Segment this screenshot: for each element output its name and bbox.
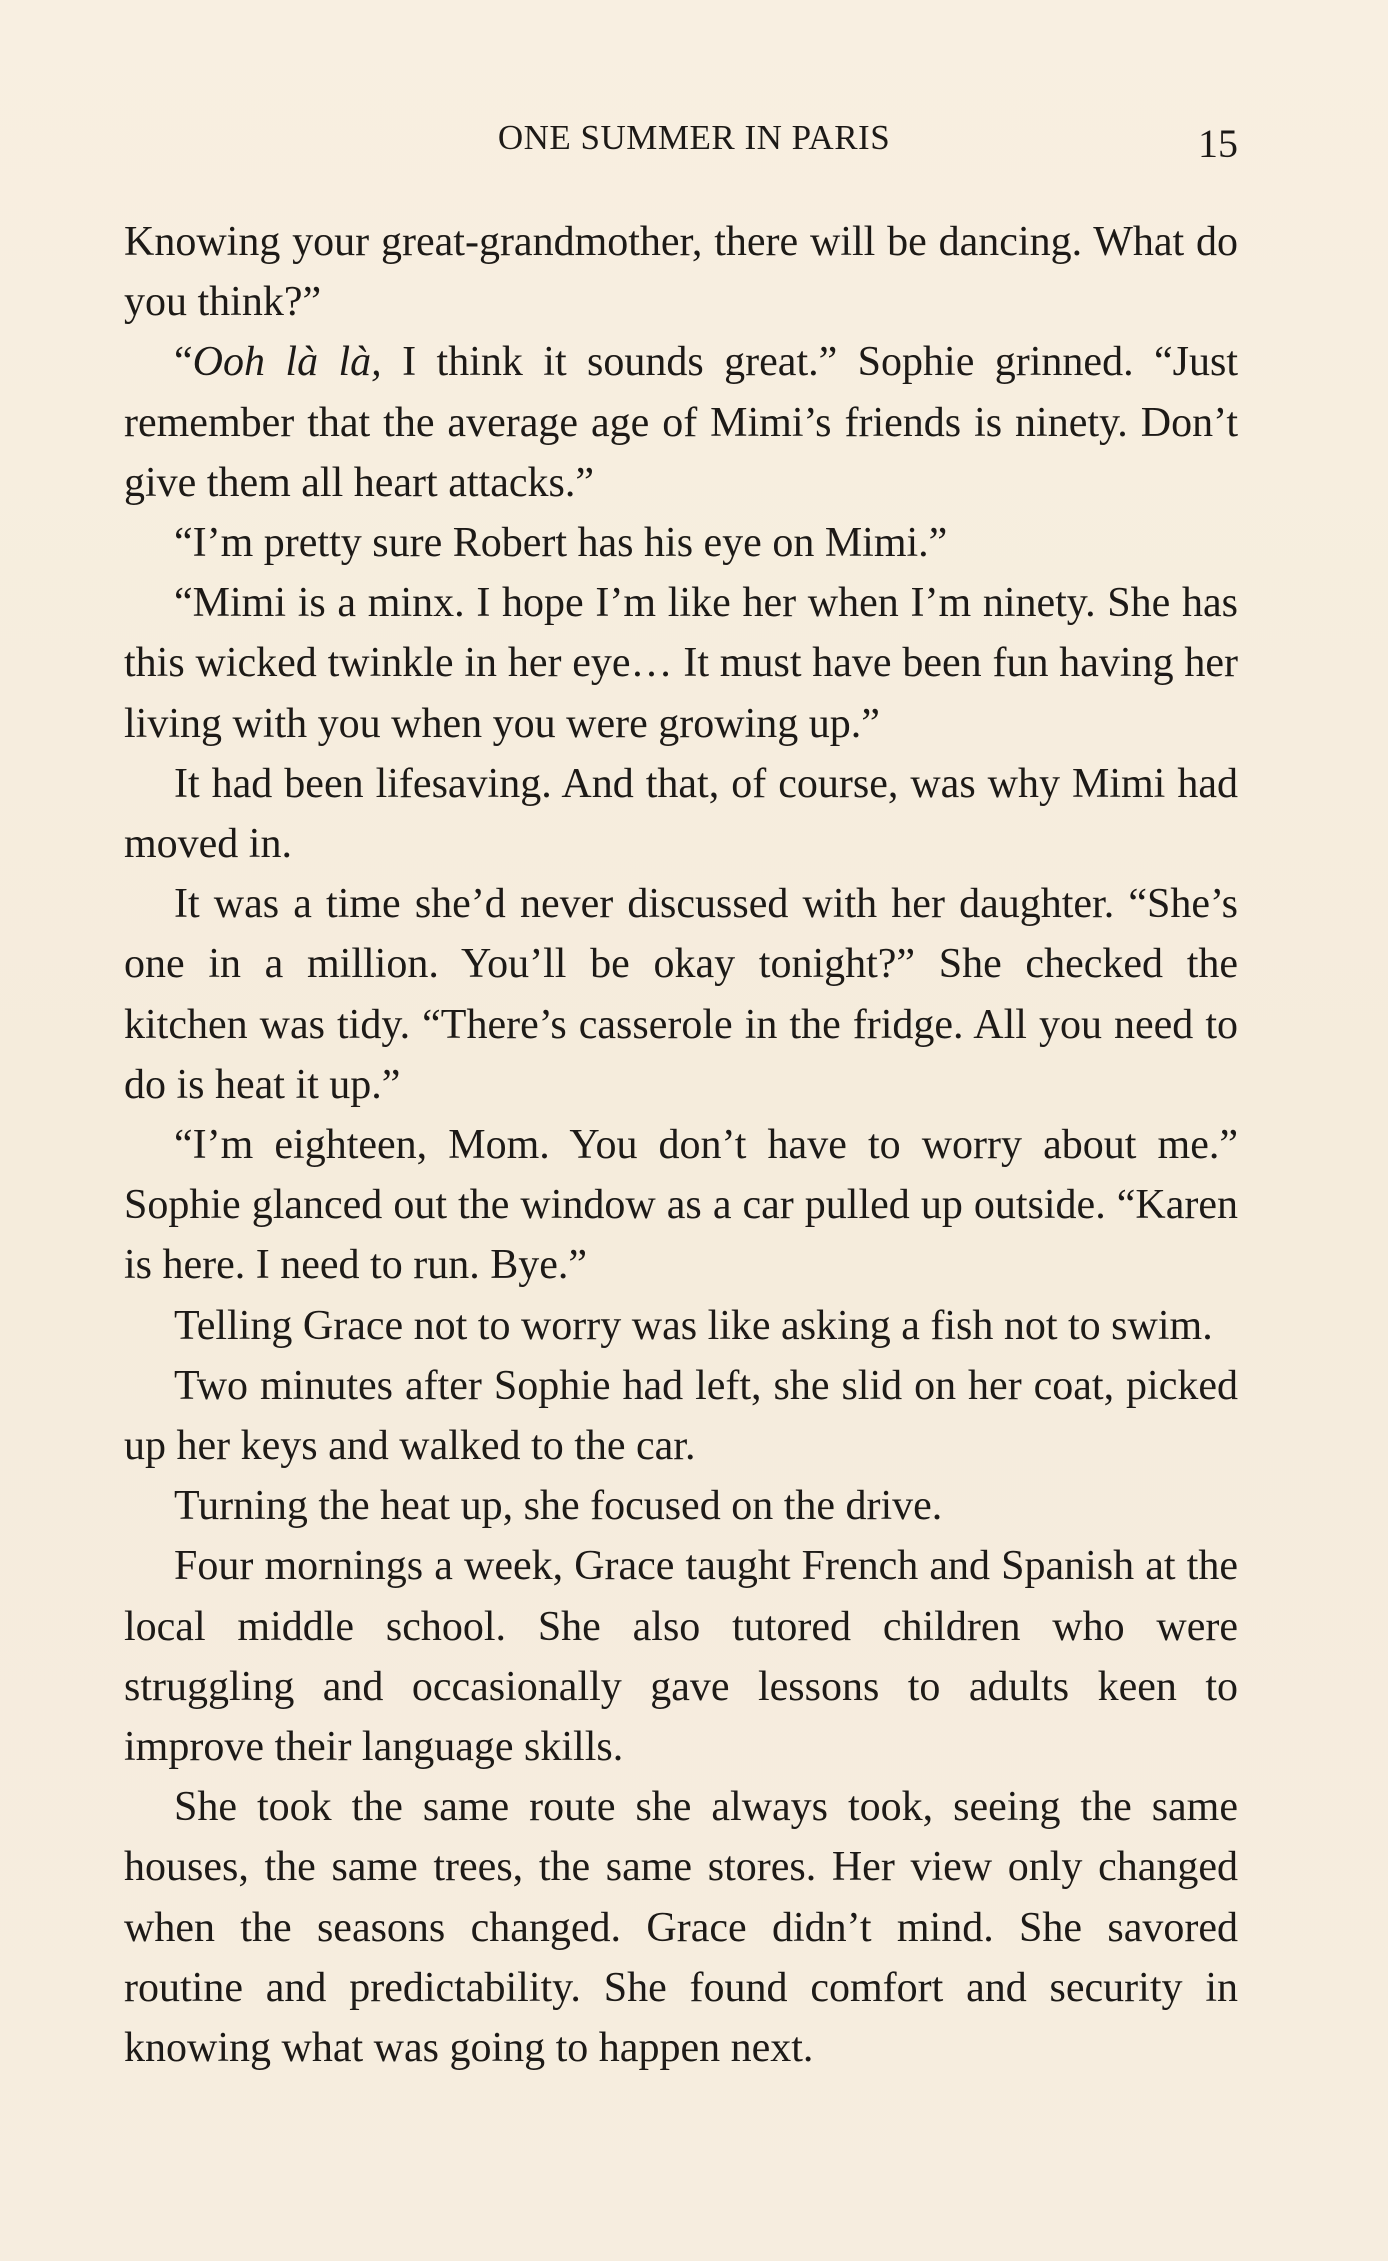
page-number: 15 — [1198, 121, 1238, 166]
paragraph-text: “Mimi is a minx. I hope I’m like her when I’m ninety. She has this wicked twinkle in her eye… It must have been fun having her living with you when you were growing up.” — [124, 580, 1238, 747]
italic-text: Ooh là là, — [192, 339, 382, 386]
paragraph — [124, 573, 1238, 754]
paragraph — [124, 1356, 1238, 1476]
paragraph-text: “I’m pretty sure Robert has his eye on Mimi.” — [174, 520, 948, 567]
running-head — [0, 116, 1388, 166]
paragraph — [124, 1296, 1238, 1356]
running-title: ONE SUMMER IN PARIS — [497, 118, 891, 157]
paragraph-text: Two minutes after Sophie had left, she slid on her coat, picked up her keys and walked to the car. — [124, 1362, 1238, 1470]
paragraph-text: It was a time she’d never discussed with her daughter. “She’s one in a million. You’ll be okay tonight?” She checked the kitchen was tidy. “There’s casserole in the fridge. All you need to do is heat it up.” — [124, 881, 1238, 1108]
paragraph-text: “ — [174, 339, 193, 386]
paragraph — [124, 332, 1238, 513]
paragraph — [124, 513, 1238, 573]
paragraph-text: Telling Grace not to worry was like asking a fish not to swim. — [174, 1302, 1213, 1349]
paragraph — [124, 874, 1238, 1115]
paragraph-text: Knowing your great-grandmother, there will be dancing. What do you think?” — [124, 219, 1238, 326]
paragraph-text: Turning the heat up, she focused on the drive. — [174, 1483, 943, 1530]
body-text — [124, 212, 1238, 2078]
paragraph — [124, 1536, 1238, 1777]
paragraph — [124, 1476, 1238, 1536]
paragraph — [124, 1777, 1238, 2078]
paragraph-text: “I’m eighteen, Mom. You don’t have to worry about me.” Sophie glanced out the window as a car pulled up outside. “Karen is here. I need to run. Bye.” — [124, 1122, 1238, 1289]
paragraph — [124, 754, 1238, 874]
paragraph-text: Four mornings a week, Grace taught French and Spanish at the local middle school. She also tutored children who were struggling and occasionally gave lessons to adults keen to improve their language skills. — [124, 1543, 1238, 1771]
paragraph — [124, 212, 1238, 332]
paragraph-text: She took the same route she always took, seeing the same houses, the same trees, the same stores. Her view only changed when the seasons changed. Grace didn’t mind. She savored routine and predictability. She found comfort and security in knowing what was going to happen next. — [124, 1784, 1238, 2072]
paragraph-text: I think it sounds great.” Sophie grinned. “Just remember that the average age of Mimi’s friends is ninety. Don’t give them all heart attacks.” — [124, 339, 1238, 506]
paragraph — [124, 1115, 1238, 1296]
paragraph-text: It had been lifesaving. And that, of course, was why Mimi had moved in. — [124, 760, 1238, 868]
